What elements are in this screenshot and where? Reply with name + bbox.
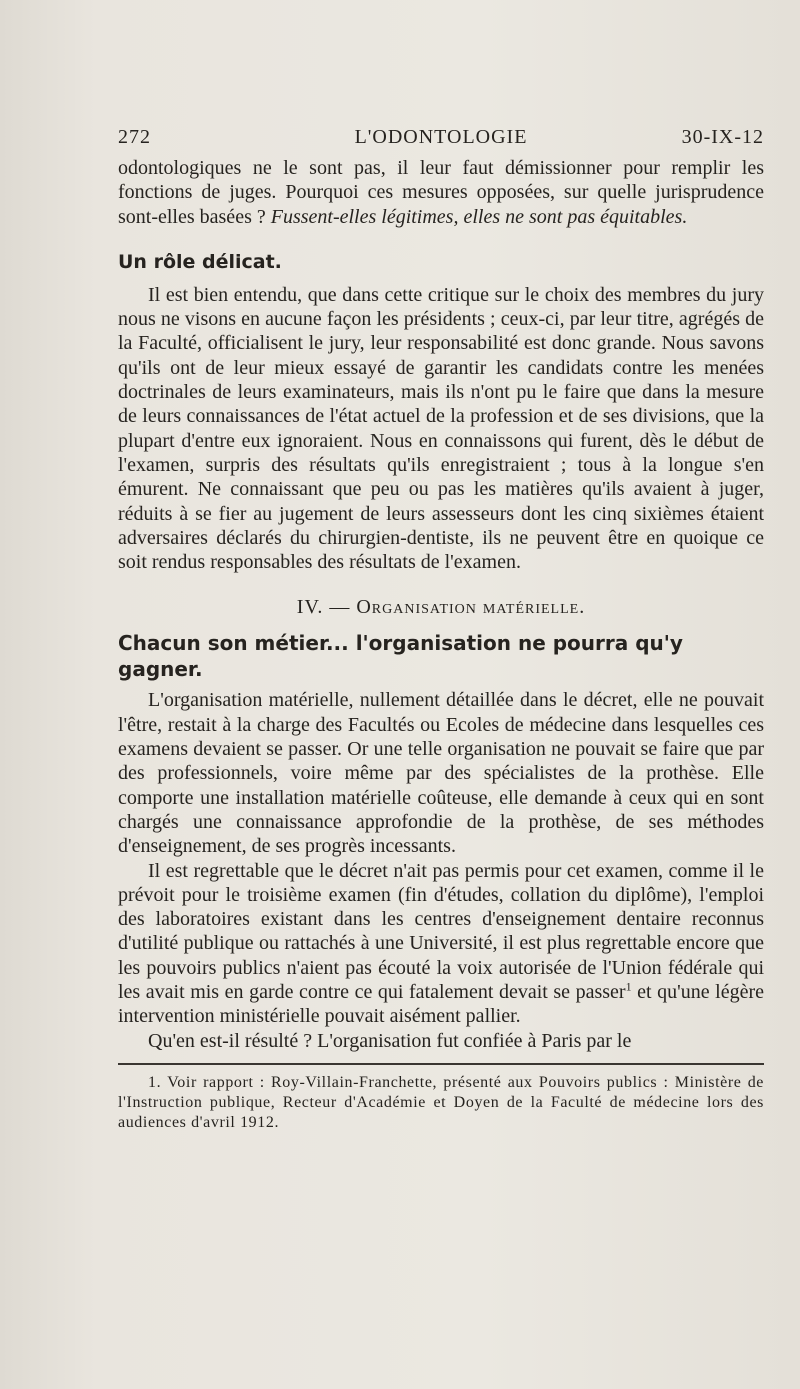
issue-date: 30-IX-12 xyxy=(681,126,764,148)
page-body xyxy=(118,156,764,1133)
paragraph-3: L'organisation matérielle, nullement détaillée dans le décret, elle ne pouvait l'être, restait à la charge des Facultés ou Ecoles de médecine dans lesquelles ces examens devaient se passer. Or une telle organisation ne pouvait se faire que par des professionnels, voire même par des spécialistes de la prothèse. Elle comporte une installation matérielle coûteuse, elle demande à ceux qui en sont chargés une connaissance approfondie de la prothèse, de ses méthodes d'enseignement, de ses progrès incessants. xyxy=(118,689,764,858)
paragraph-1-text: odontologiques ne le sont pas, il leur faut démissionner pour remplir les fonctions de juges. Pourquoi ces mesures opposées, sur quelle jurisprudence sont-elles basées ? xyxy=(118,157,764,228)
paragraph-2: Il est bien entendu, que dans cette critique sur le choix des membres du jury nous ne visons en aucune façon les présidents ; ceux-ci, par leur titre, agrégés de la Faculté, officialisent le jury, leur responsabilité est donc grande. Nous savons qu'ils ont de leur mieux essayé de garantir les candidats contre les menées doctrinales de leurs examinateurs, mais ils n'ont pu le faire que dans la mesure de leurs connaissances de l'état actuel de la profession et de ses divisions, que la plupart d'entre eux ignoraient. Nous en connaissons qui furent, dès le début de l'examen, surpris des résultats qu'ils enregistraient ; tous à la longue s'en émurent. Ne connaissant que peu ou pas les matières qu'ils avaient à juger, réduits à se fier au jugement de leurs assesseurs dont les cinq sixièmes étaient adversaires déclarés du chirurgien-dentiste, ils ne peuvent être en quoique ce soit rendus responsables des résultats de l'examen. xyxy=(118,283,764,574)
paragraph-1-italic: Fussent-elles légitimes, elles ne sont pas équitables. xyxy=(270,205,688,228)
footnote-text: Voir rapport : Roy-Villain-Franchette, présenté aux Pouvoirs publics : Ministère de l'Instruction publique, Recteur d'Académie et Doyen de la Faculté de médecine lors des audiences d'avril 1912. xyxy=(118,1073,764,1131)
paragraph-4-text-a: Il est regrettable que le décret n'ait pas permis pour cet examen, comme il le prévoit pour le troisième examen (fin d'études, collation du diplôme), l'emploi des laboratoires existant dans les centres d'enseignement dentaire reconnus d'utilité publique ou rattachés à une Université, il est plus regrettable encore que les pouvoirs publics n'aient pas écouté la voix autorisée de l'Union fédérale qui les avait mis en garde contre ce qui fatalement devait se passer xyxy=(118,859,764,1004)
paragraph-4 xyxy=(118,859,764,1029)
paragraph-5: Qu'en est-il résulté ? L'organisation fut confiée à Paris par le xyxy=(148,1029,632,1052)
paragraph-4-text-b: et qu'une légère intervention ministérielle pouvait aisément pallier. xyxy=(118,981,764,1028)
journal-title: L'ODONTOLOGIE xyxy=(354,126,528,148)
section-number: IV. — xyxy=(296,596,357,619)
subheading-chacun-son-metier: Chacun son métier... l'organisation ne pourra qu'y gagner. xyxy=(118,631,683,682)
footnote-number: 1. xyxy=(148,1073,162,1091)
footnote-marker: 1 xyxy=(625,979,632,994)
subheading-role-delicat: Un rôle délicat. xyxy=(118,250,282,273)
footnote-rule xyxy=(118,1063,764,1065)
page-number: 272 xyxy=(118,126,151,148)
paragraph-1 xyxy=(118,156,764,229)
running-head xyxy=(118,126,764,156)
section-title: Organisation matérielle. xyxy=(356,596,586,619)
section-heading xyxy=(118,594,764,620)
footnote xyxy=(118,1073,764,1133)
